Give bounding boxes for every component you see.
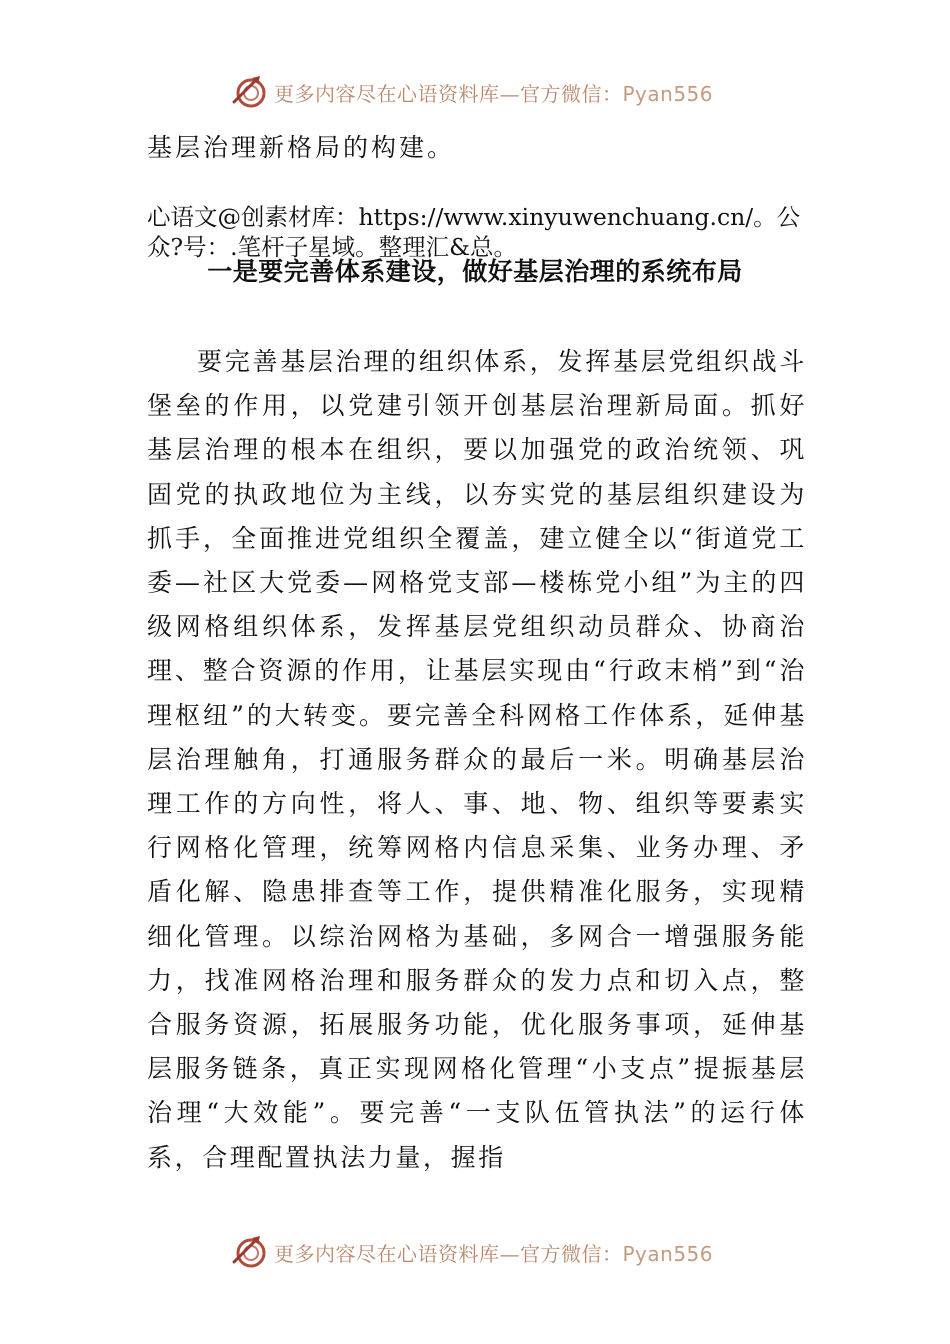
intro-line: 基层治理新格局的构建。 — [147, 133, 456, 162]
watermark-wechat-id: Pyan556 — [622, 1241, 714, 1266]
watermark-wechat-id: Pyan556 — [622, 81, 714, 106]
header-watermark-banner — [230, 70, 750, 114]
watermark-text — [274, 78, 713, 107]
watermark-text-cn: 更多内容尽在心语资料库—官方微信： — [274, 81, 623, 106]
footer-watermark-banner — [230, 1230, 750, 1274]
red-circular-arrow-logo-icon — [230, 1232, 270, 1272]
watermark-text — [274, 1238, 713, 1267]
source-note-line-1: 心语文@创素材库：https://www.xinyuwenchuang.cn/。公 — [147, 203, 801, 231]
red-circular-arrow-logo-icon — [230, 72, 270, 112]
source-note-line-2: 众?号：.笔杆子星域。整理汇&总。 — [147, 233, 517, 261]
watermark-text-cn: 更多内容尽在心语资料库—官方微信： — [274, 1241, 623, 1266]
section-heading: 一是要完善体系建设，做好基层治理的系统布局 — [207, 257, 743, 286]
body-paragraph: 要完善基层治理的组织体系，发挥基层党组织战斗堡垒的作用，以党建引领开创基层治理新局面。抓好基层治理的根本在组织，要以加强党的政治统领、巩固党的执政地位为主线，以夯实党的基层组织建设为抓手，全面推进党组织全覆盖，建立健全以“街道党工委—社区大党委—网格党支部—楼栋党小组”为主的四级网格组织体系，发挥基层党组织动员群众、协商治理、整合资源的作用，让基层实现由“行政末梢”到“治理枢纽”的大转变。要完善全科网格工作体系，延伸基层治理触角，打通服务群众的最后一米。明确基层治理工作的方向性，将人、事、地、物、组织等要素实行网格化管理，统筹网格内信息采集、业务办理、矛盾化解、隐患排查等工作，提供精准化服务，实现精细化管理。以综治网格为基础，多网合一增强服务能力，找准网格治理和服务群众的发力点和切入点，整合服务资源，拓展服务功能，优化服务事项，延伸基层服务链条，真正实现网格化管理“小支点”提振基层治理“大效能”。要完善“一支队伍管执法”的运行体系，合理配置执法力量，握指 — [147, 347, 807, 1172]
